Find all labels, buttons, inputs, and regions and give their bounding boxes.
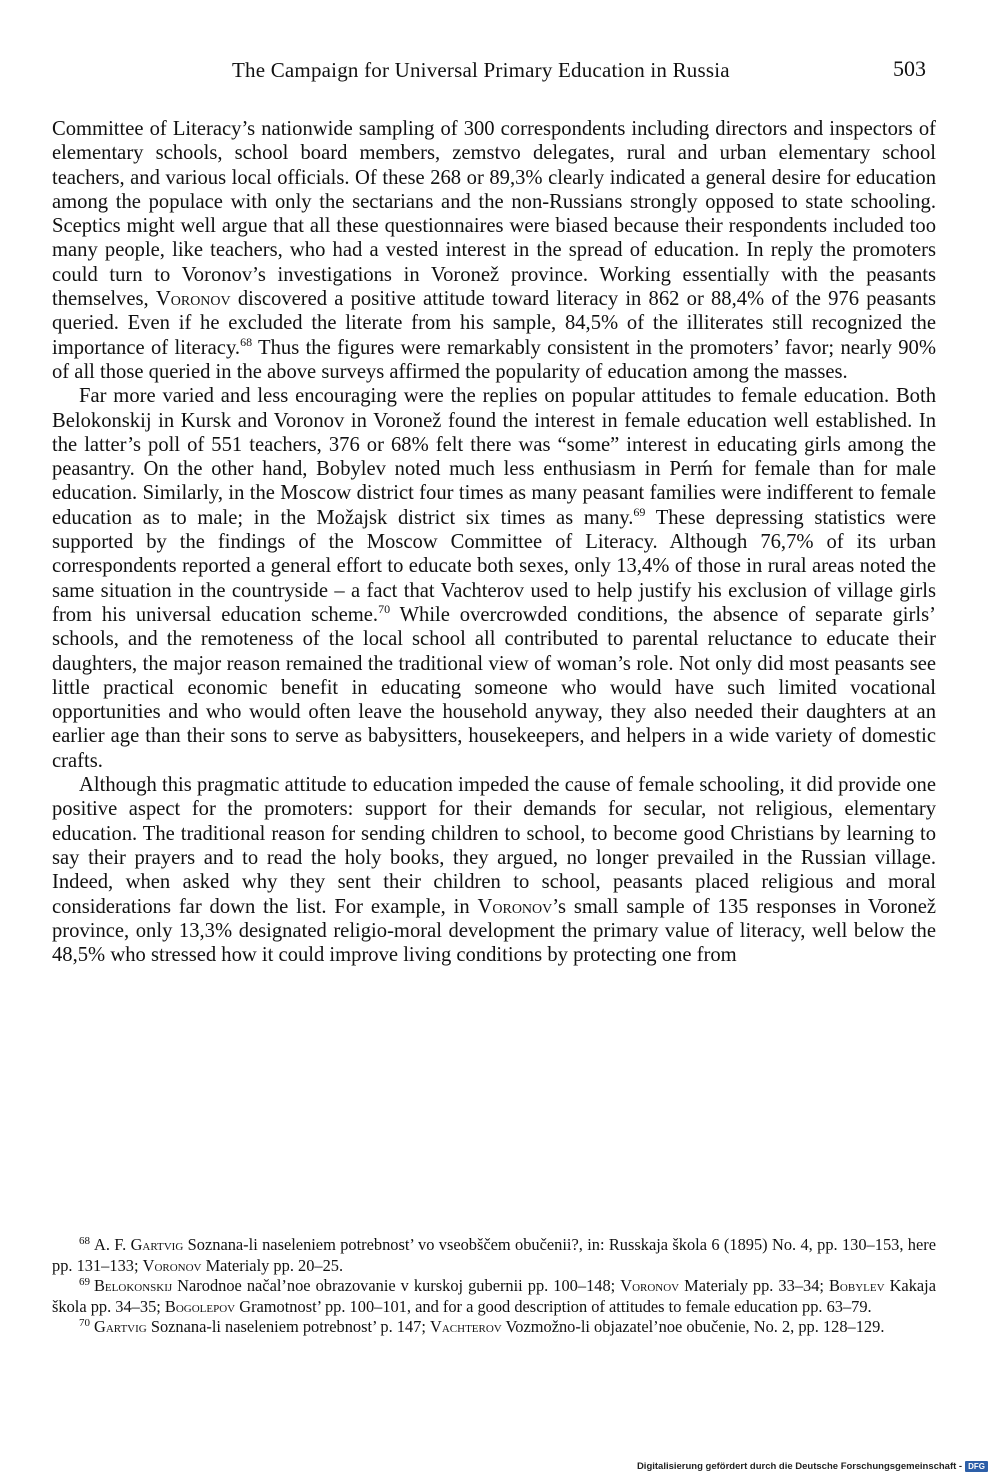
text-run: Although this pragmatic attitude to education impeded the cause of female schooling, it did provide one positive aspect for the promoters: support for their demands for secular, not religious, elementary education. The traditional reason for sending children to school, to become good Christians by learning to say their prayers and to read the holy books, they argued, no longer prevailed in the Russian village. Indeed, when asked why they sent their children to school, peasants placed religious and moral considerations far down the list. For example, in	[52, 774, 936, 918]
text-run: Committee of Literacy’s nationwide sampling of 300 correspondents including directors and inspectors of elementary schools, school board members, zemstvo delegates, rural and urban elementary school teachers, and various local officials. Of these 268 or 89,3% clearly indicated a general desire for education among the populace with only the sectarians and the non-Russians strongly opposed to state schooling. Sceptics might well argue that all these questionnaires were biased because their respondents included too many people, like teachers, who had a vested interest in the spread of education. In reply the promoters could turn to Voronov’s investigations in Voronež province. Working essentially with the peasants themselves,	[52, 118, 936, 311]
dfg-logo: DFG	[965, 1461, 988, 1472]
footnote-ref: 70	[378, 601, 391, 616]
author-name: Bogolepov	[164, 1296, 236, 1316]
footnote-ref: 69	[633, 504, 646, 519]
footnote-number: 70	[79, 1317, 90, 1329]
author-name: Belokonskij	[94, 1276, 173, 1295]
running-head	[0, 54, 1000, 84]
text-run: Vozmožno-li objazatel’noe obučenie, No. 2, pp. 128–129.	[501, 1317, 885, 1336]
footnote-number: 69	[79, 1276, 90, 1288]
footnote-number: 68	[79, 1235, 90, 1247]
author-name: Bobylev	[829, 1276, 885, 1295]
paragraph	[52, 773, 936, 967]
footnotes	[52, 1235, 936, 1338]
author-name: Voronov	[142, 1255, 202, 1275]
author-name: Voronov	[155, 288, 231, 311]
author-name: Vachterov	[430, 1317, 502, 1336]
paragraph	[52, 117, 936, 384]
body-text	[52, 117, 936, 967]
footnote	[52, 1317, 936, 1338]
author-name: Voronov	[620, 1276, 680, 1295]
text-run: Materialy pp. 20–25.	[201, 1255, 344, 1275]
paragraph	[52, 384, 936, 773]
text-run: Materialy pp. 33–34;	[679, 1276, 829, 1295]
footnote	[52, 1235, 936, 1276]
text-run: discovered a positive attitude toward literacy in 862 or 88,4% of the 976 peasants queried. Even if he excluded the literate from his sample, 84,5% of the illiterates still recognized the importance of literacy.	[52, 288, 936, 359]
credit-text: Digitalisierung gefördert durch die Deutsche Forschungsgemeinschaft -	[636, 1461, 963, 1472]
running-title: The Campaign for Universal Primary Education in Russia	[232, 58, 730, 82]
page-number: 503	[893, 56, 926, 81]
digitization-credit	[637, 1461, 988, 1472]
text-run: While overcrowded conditions, the absence of separate girls’ schools, and the remoteness of the local school all contributed to parental reluctance to educate their daughters, the major reason remained the traditional view of woman’s role. Not only did most peasants see little practical economic benefit in educating someone who would have such limited vocational opportunities and who would often leave the household anyway, they also needed their daughters at an earlier age than their sons to serve as babysitters, housekeepers, and helpers in a wide variety of domestic crafts.	[52, 603, 936, 772]
author-name: Gartvig	[130, 1235, 184, 1254]
text-run: Soznana-li naseleniem potrebnost’ p. 147;	[146, 1317, 431, 1336]
footnote	[52, 1276, 936, 1317]
text-run: Thus the figures were remarkably consistent in the promoters’ favor; nearly 90% of all those queried in the above surveys affirmed the popularity of education among the masses.	[52, 336, 937, 383]
text-run: Gramotnost’ pp. 100–101, and for a good description of attitudes to female education pp. 63–79.	[235, 1296, 872, 1316]
text-run: ’s small sample of 135 responses in Voronež province, only 13,3% designated religio-moral development the primary value of literacy, well below the 48,5% who stressed how it could improve living conditions by protecting one from	[52, 895, 937, 967]
text-run: Soznana-li naseleniem potrebnost’ vo vseobščem obučenii?, in: Russkaja škola 6 (1895) No. 4, pp. 130–153, here pp. 131–133;	[52, 1235, 936, 1275]
text-run: These depressing statistics were supported by the findings of the Moscow Committee of Literacy. Although 76,7% of its urban correspondents reported a general effort to educate both sexes, only 13,4% of those in rural areas noted the same situation in the countryside – a fact that Vachterov used to help justify his exclusion of village girls from his universal education scheme.	[52, 506, 936, 626]
text-run: Narodnoe načal’noe obrazovanie v kurskoj gubernii pp. 100–148;	[172, 1276, 621, 1295]
author-name: Voronov	[477, 895, 553, 918]
author-name: Gartvig	[94, 1317, 147, 1336]
text-run: A. F.	[94, 1235, 131, 1254]
text-run: Kakaja škola pp. 34–35;	[52, 1276, 936, 1316]
footnote-ref: 68	[240, 334, 253, 349]
text-run: Far more varied and less encouraging were the replies on popular attitudes to female education. Both Belokonskij in Kursk and Voronov in Voronež found the interest in female education well established. In the latter’s poll of 551 teachers, 376 or 68% felt there was “some” interest in educating girls among the peasantry. On the other hand, Bobylev noted much less enthusiasm in Perḿ for female than for male education. Similarly, in the Moscow district four times as many peasant families were indifferent to female education as to male; in the Možajsk district six times as many.	[52, 385, 936, 529]
